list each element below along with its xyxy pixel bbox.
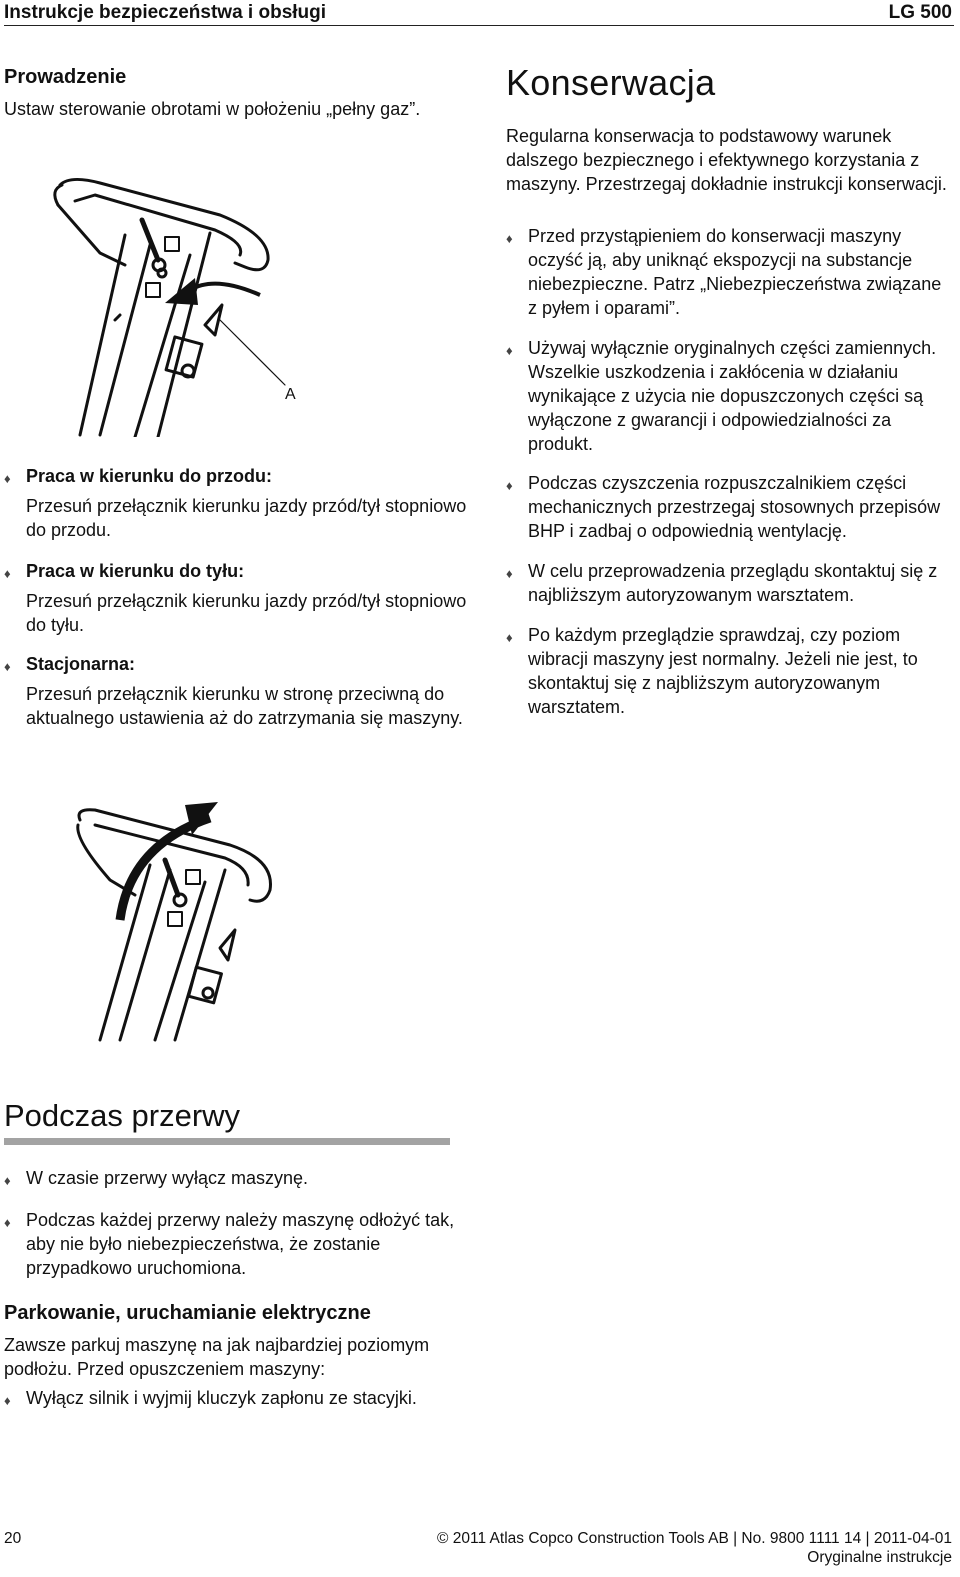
bullet-stationary-title: Stacjonarna: — [26, 654, 136, 674]
parking-heading: Parkowanie, uruchamianie elektryczne — [4, 1302, 371, 1324]
bullet-reverse-title: Praca w kierunku do tyłu: — [26, 561, 245, 581]
bullet-reverse — [4, 559, 474, 637]
break-bullet-2-text: Podczas każdej przerwy należy maszynę odłożyć tak, aby nie było niebezpieczeństwa, że zostanie przypadkowo uruchomiona. — [26, 1210, 455, 1278]
maintenance-bullet-2 — [506, 336, 954, 456]
header-title: Instrukcje bezpieczeństwa i obsługi — [4, 2, 327, 23]
maintenance-bullet-1-text: Przed przystąpieniem do konserwacji maszyny oczyść ją, aby uniknąć ekspozycji na substancje niebezpieczne. Patrz „Niebezpieczeństwa związane z pyłem i oparami”. — [528, 226, 942, 318]
break-heading-bar — [4, 1138, 450, 1145]
diamond-bullet-icon: ♦ — [506, 566, 513, 581]
driving-heading: Prowadzenie — [4, 66, 127, 88]
break-bullet-2 — [4, 1208, 474, 1280]
diamond-bullet-icon: ♦ — [4, 566, 11, 581]
maintenance-intro: Regularna konserwacja to podstawowy warunek dalszego bezpiecznego i efektywnego korzystania z maszyny. Przestrzegaj dokładnie instrukcji konserwacji. — [506, 126, 947, 194]
break-bullet-1 — [4, 1166, 474, 1190]
diamond-bullet-icon: ♦ — [506, 630, 513, 645]
footer-copyright: © 2011 Atlas Copco Construction Tools AB | No. 9800 1111 14 | 2011-04-01 — [437, 1530, 952, 1547]
diamond-bullet-icon: ♦ — [4, 1393, 11, 1408]
diamond-bullet-icon: ♦ — [4, 1173, 11, 1188]
footer-note: Oryginalne instrukcje — [807, 1549, 952, 1566]
parking-text: Zawsze parkuj maszynę na jak najbardziej poziomym podłożu. Przed opuszczeniem maszyny: — [4, 1335, 430, 1379]
page-number: 20 — [4, 1530, 22, 1547]
bullet-forward-title: Praca w kierunku do przodu: — [26, 466, 273, 486]
bullet-forward-text: Przesuń przełącznik kierunku jazdy przód/tył stopniowo do przodu. — [26, 496, 467, 540]
maintenance-bullet-4 — [506, 559, 958, 607]
maintenance-heading: Konserwacja — [506, 62, 716, 103]
maintenance-bullet-3 — [506, 471, 958, 543]
header-divider — [4, 25, 954, 26]
diamond-bullet-icon: ♦ — [4, 471, 11, 486]
parking-bullet-1-text: Wyłącz silnik i wyjmij kluczyk zapłonu ze stacyjki. — [26, 1388, 417, 1408]
break-heading: Podczas przerwy — [4, 1098, 241, 1133]
diamond-bullet-icon: ♦ — [4, 659, 11, 674]
maintenance-bullet-5 — [506, 623, 958, 719]
maintenance-bullet-3-text: Podczas czyszczenia rozpuszczalnikiem części mechanicznych przestrzegaj stosownych przepisów BHP i zadbaj o odpowiednią wentylację. — [528, 473, 941, 541]
diamond-bullet-icon: ♦ — [506, 231, 513, 246]
maintenance-bullet-5-text: Po każdym przeglądzie sprawdzaj, czy poziom wibracji maszyny jest normalny. Jeżeli nie jest, to skontaktuj się z najbliższym autoryzowanym warsztatem. — [528, 625, 918, 717]
figure-handle-lever — [40, 175, 340, 437]
diamond-bullet-icon: ♦ — [506, 478, 513, 493]
bullet-stationary-text: Przesuń przełącznik kierunku w stronę przeciwną do aktualnego ustawienia aż do zatrzymania się maszyny. — [26, 684, 463, 728]
figure-handle-rotate — [70, 800, 350, 1045]
maintenance-bullet-2-text: Używaj wyłącznie oryginalnych części zamiennych. Wszelkie uszkodzenia i zakłócenia w działaniu wynikające z użycia nie dopuszczonych części są wyłączone z gwarancji i odpowiedzialności za produkt. — [528, 338, 937, 454]
figure-label-a: A — [285, 386, 296, 403]
bullet-reverse-text: Przesuń przełącznik kierunku jazdy przód/tył stopniowo do tyłu. — [26, 591, 467, 635]
bullet-stationary — [4, 652, 474, 730]
driving-text: Ustaw sterowanie obrotami w położeniu „pełny gaz”. — [4, 99, 421, 119]
break-bullet-1-text: W czasie przerwy wyłącz maszynę. — [26, 1168, 309, 1188]
header-model: LG 500 — [888, 2, 952, 23]
diamond-bullet-icon: ♦ — [4, 1215, 11, 1230]
bullet-forward — [4, 464, 474, 542]
handle-lever-illustration — [40, 175, 340, 437]
handle-rotate-illustration — [70, 800, 350, 1045]
diamond-bullet-icon: ♦ — [506, 343, 513, 358]
maintenance-bullet-1 — [506, 224, 954, 320]
parking-bullet-1 — [4, 1386, 474, 1410]
maintenance-bullet-4-text: W celu przeprowadzenia przeglądu skontaktuj się z najbliższym autoryzowanym warsztatem. — [528, 561, 938, 605]
